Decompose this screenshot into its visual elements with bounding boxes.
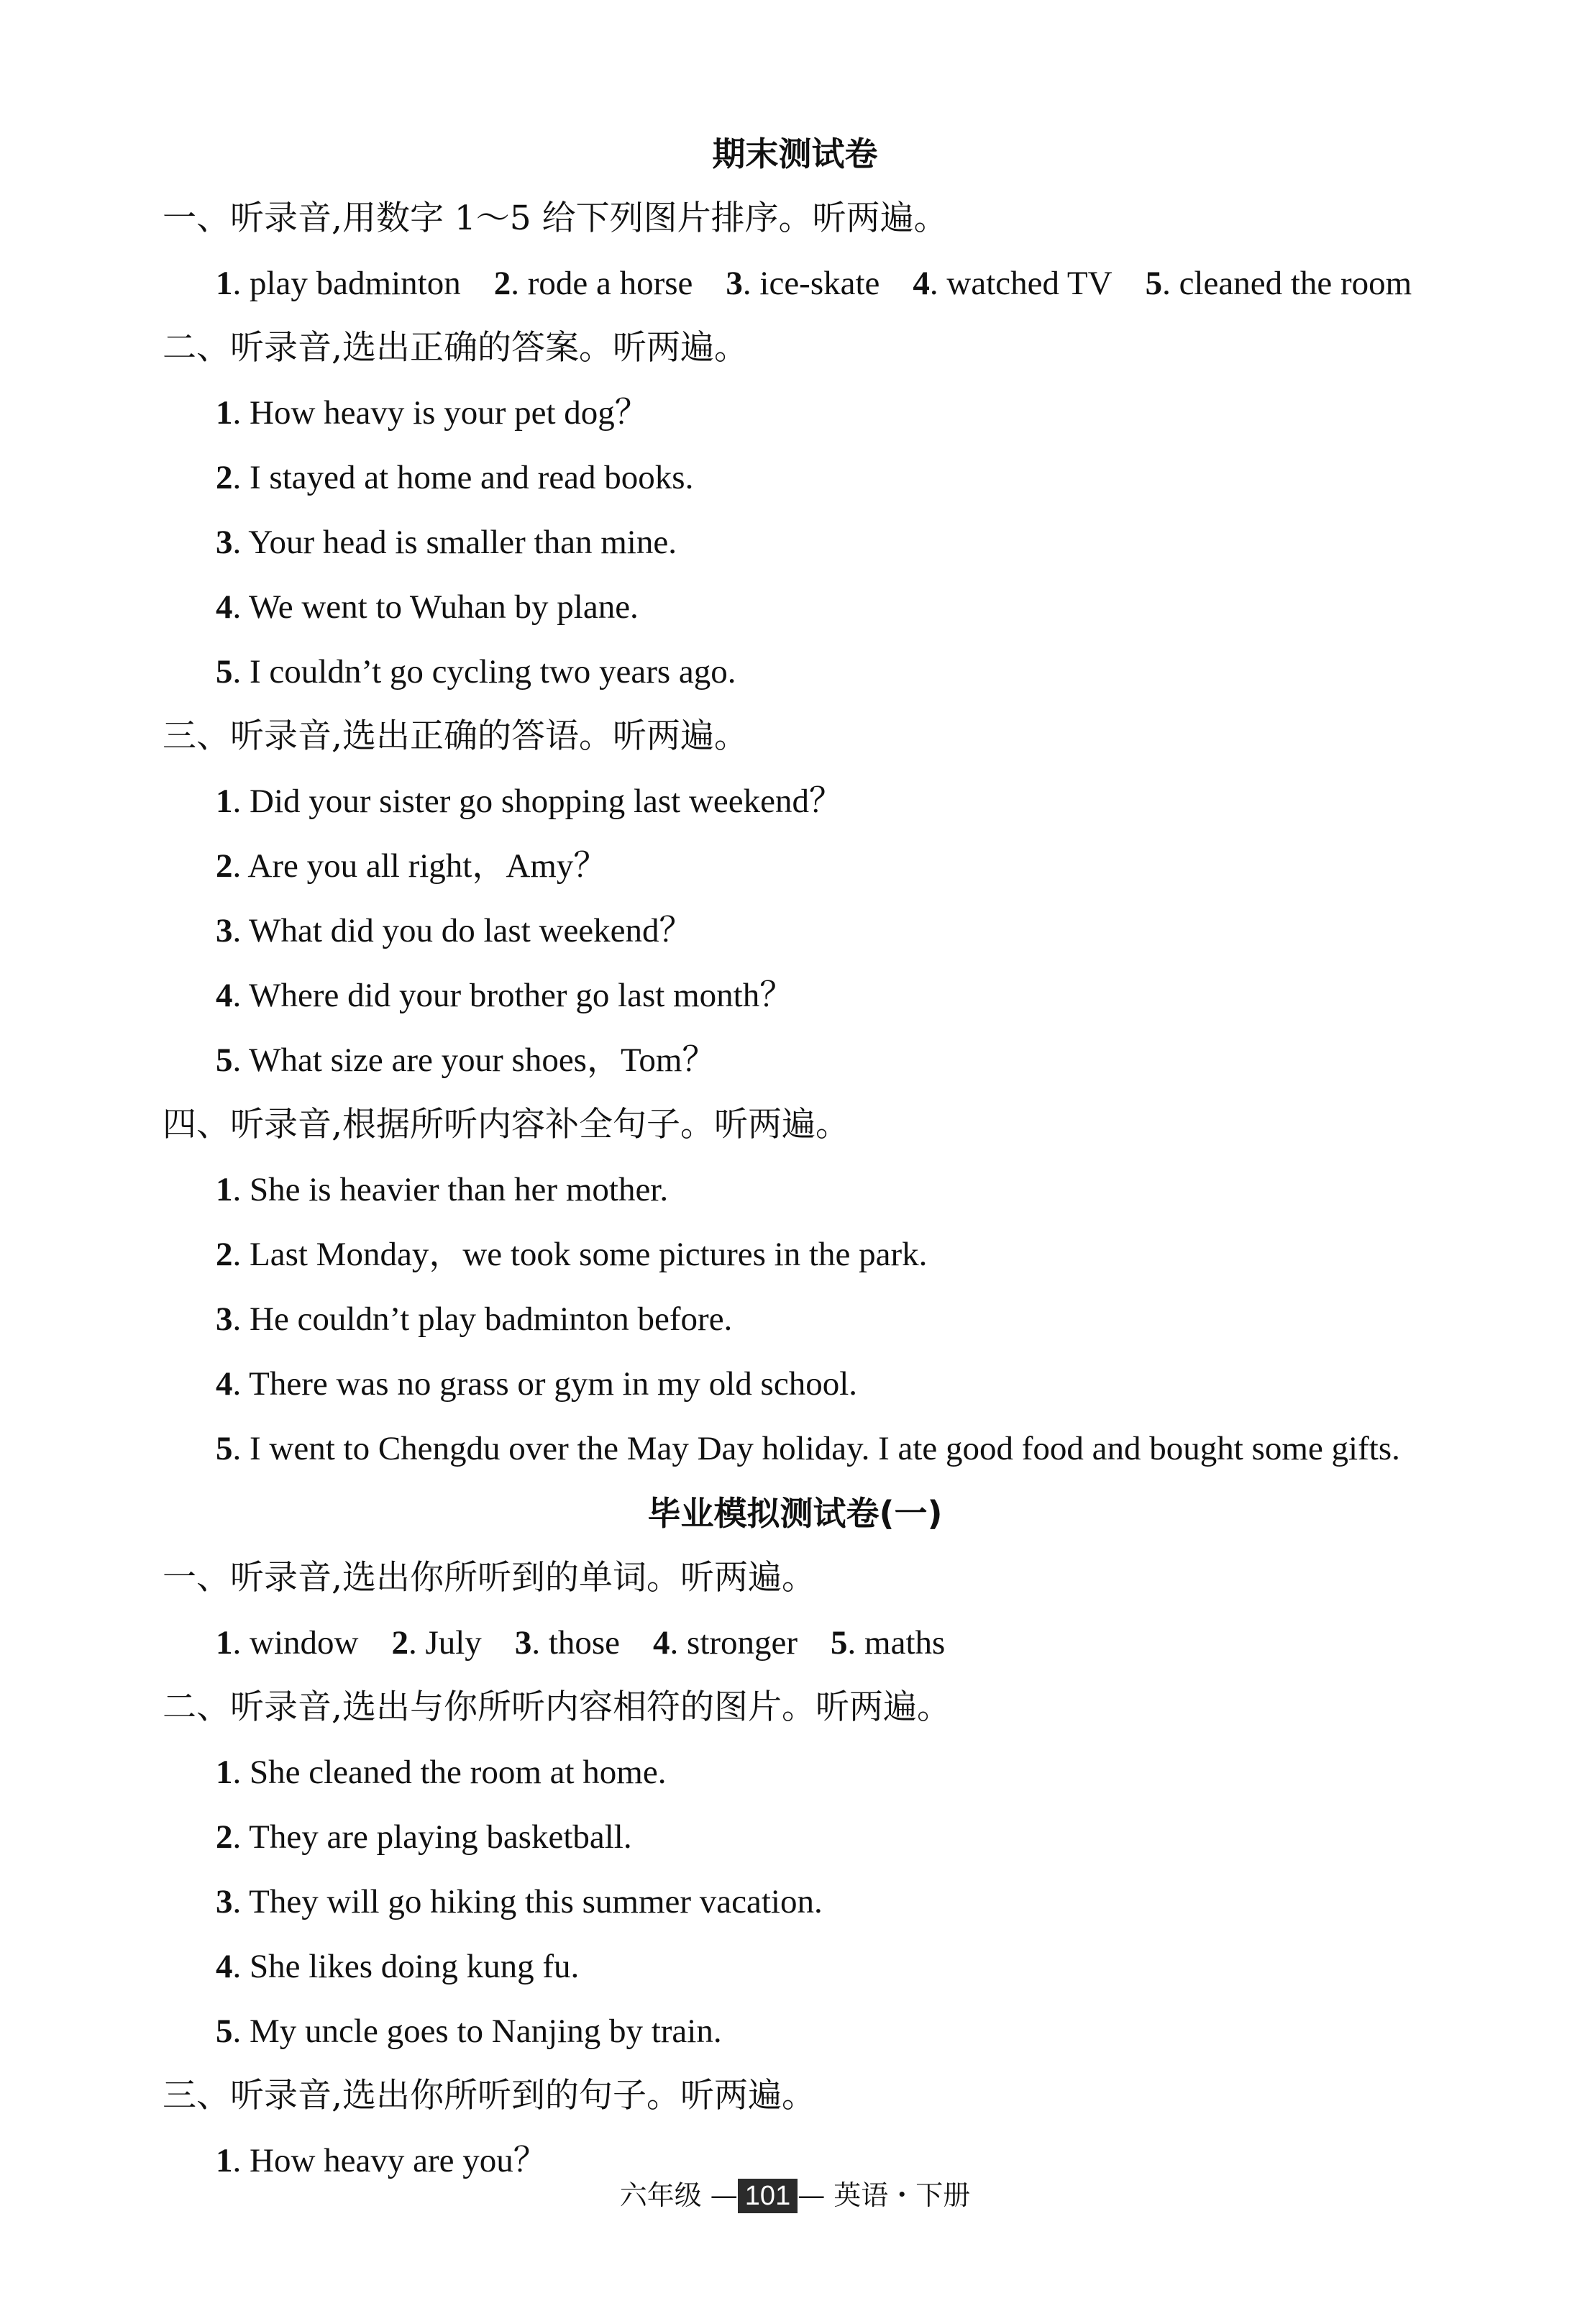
list-item: 5. maths [831,1624,946,1662]
list-item: 5. What size are your shoes，Tom？ [216,1042,716,1079]
list-item: 5. I went to Chengdu over the May Day holiday. I ate good food and bought some gifts. [216,1430,1400,1467]
list-item: 4. Where did your brother go last month？ [216,977,794,1014]
exam-title-final: 期末测试卷 [712,135,878,173]
section-heading: 二、听录音,选出正确的答案。听两遍。 [163,328,748,368]
page-footer [0,2175,1590,2215]
list-item: 3. What did you do last weekend？ [216,912,693,949]
list-item: 2. Are you all right，Amy？ [216,847,608,885]
exam-title-mock: 毕业模拟测试卷(一) [647,1494,943,1533]
list-item: 1. How heavy is your pet dog？ [216,394,649,432]
footer-subject: — 英语・下册 [798,2179,971,2211]
list-item: 3. They will go hiking this summer vacation. [216,1883,823,1920]
word-list-row [216,262,1412,305]
list-item: 3. those [514,1624,621,1662]
list-item: 1. How heavy are you？ [216,2142,547,2179]
list-item: 4. watched TV [913,265,1112,302]
list-item: 3. Your head is smaller than mine. [216,524,677,561]
list-item: 3. ice-skate [726,265,880,302]
list-item: 2. I stayed at home and read books. [216,459,694,496]
section-heading: 二、听录音,选出与你所听内容相符的图片。听两遍。 [163,1687,951,1727]
page-number: 101 [738,2179,798,2213]
list-item: 2. Last Monday，we took some pictures in the park. [216,1236,928,1273]
section-heading: 四、听录音,根据所听内容补全句子。听两遍。 [163,1105,849,1144]
list-item: 4. She likes doing kung fu. [216,1948,580,1985]
list-item: 4. stronger [653,1624,798,1662]
list-item: 4. We went to Wuhan by plane. [216,588,639,626]
section-heading: 一、听录音,选出你所听到的单词。听两遍。 [163,1558,815,1598]
section-heading: 一、听录音,用数字 1～5 给下列图片排序。听两遍。 [163,199,948,238]
list-item: 1. Did your sister go shopping last weekend？ [216,783,844,820]
list-item: 1. She cleaned the room at home. [216,1754,667,1791]
footer-grade: 六年级 — [619,2179,738,2211]
list-item: 3. He couldn’t play badminton before. [216,1300,733,1338]
list-item: 2. rode a horse [493,265,693,302]
list-item: 5. My uncle goes to Nanjing by train. [216,2013,722,2050]
list-item: 1. window [216,1624,359,1662]
list-item: 2. July [391,1624,482,1662]
list-item: 2. They are playing basketball. [216,1818,632,1856]
list-item: 1. She is heavier than her mother. [216,1171,669,1208]
list-item: 5. I couldn’t go cycling two years ago. [216,653,736,691]
section-heading: 三、听录音,选出正确的答语。听两遍。 [163,716,748,756]
list-item: 5. cleaned the room [1145,265,1412,302]
list-item: 1. play badminton [216,265,461,302]
list-item: 4. There was no grass or gym in my old school. [216,1365,858,1403]
word-list-row [216,1621,945,1664]
section-heading: 三、听录音,选出你所听到的句子。听两遍。 [163,2076,815,2115]
